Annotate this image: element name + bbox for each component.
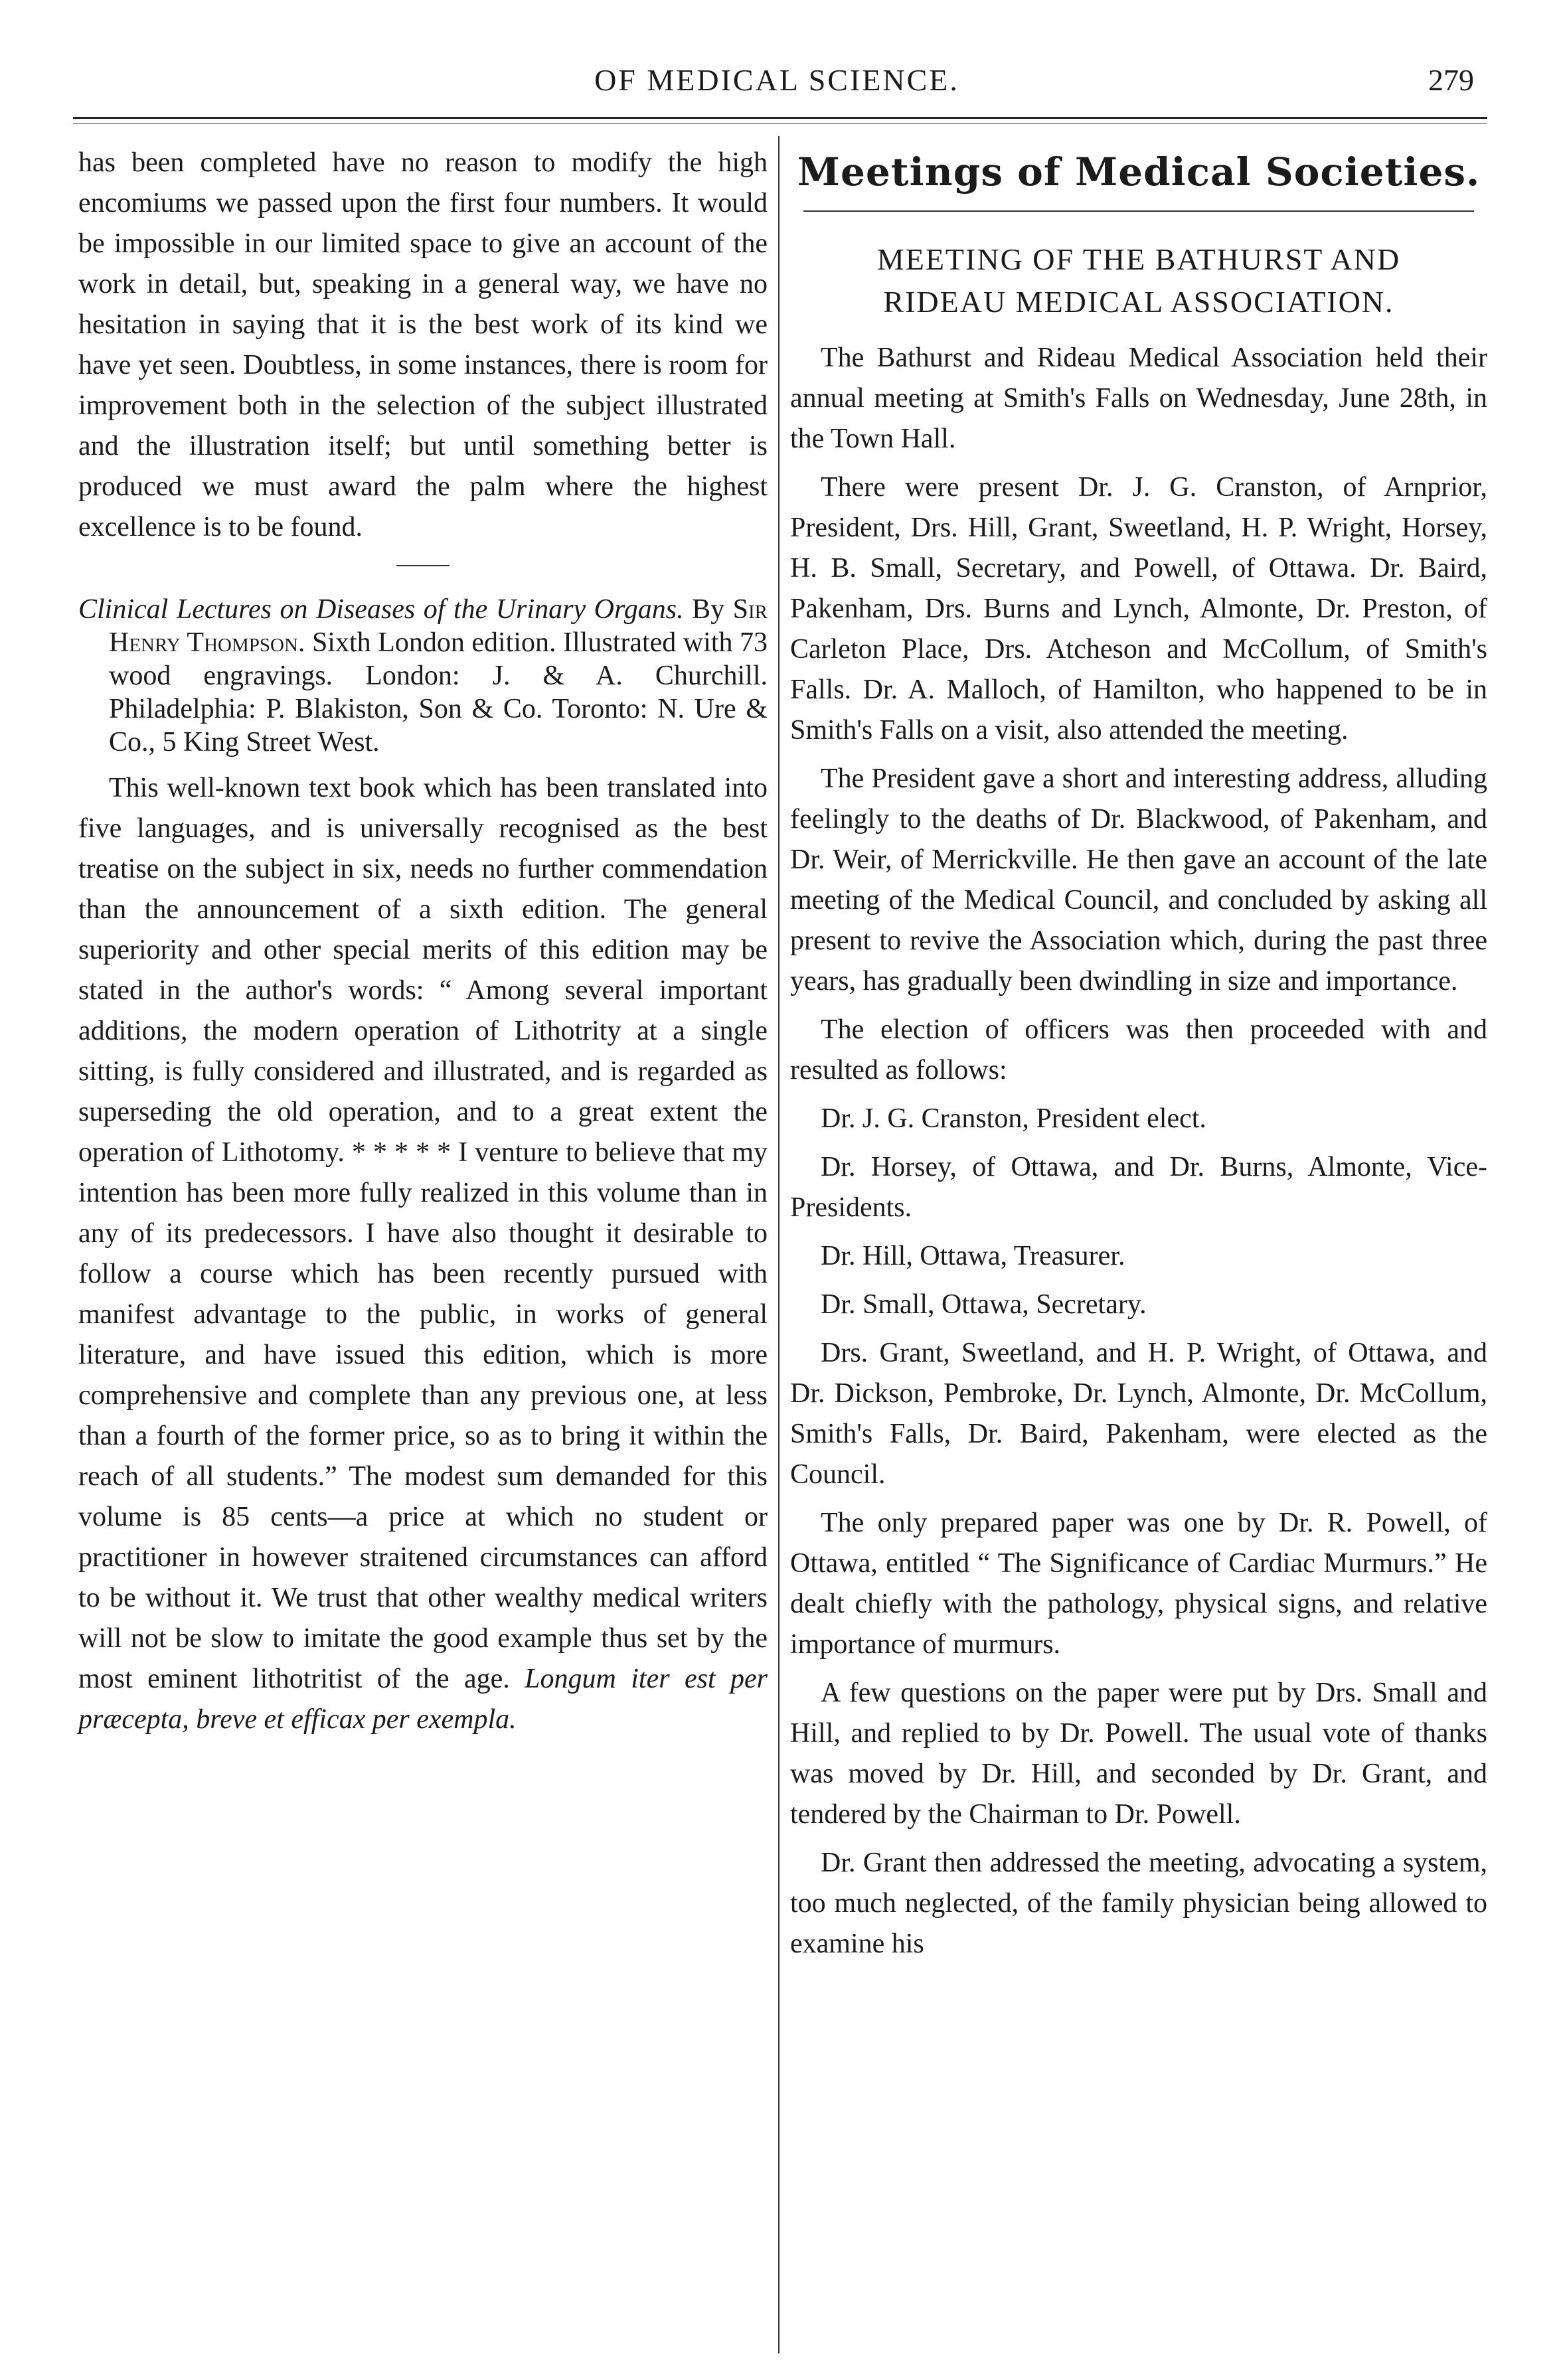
meeting-paragraph-5: The only prepared paper was one by Dr. R. Powell, of Ottawa, entitled “ The Significance of Cardiac Murmurs.” He dealt chiefly with the pathology, physical signs, and relative importance of murmurs. (790, 1508, 1487, 1660)
left-column (78, 143, 768, 1748)
book-review-body (78, 768, 768, 1740)
officer-entry: Drs. Grant, Sweetland, and H. P. Wright, of Ottawa, and Dr. Dickson, Pembroke, Dr. Lynch, Almonte, Dr. McCollum, Smith's Falls, Dr. Baird, Pakenham, were elected as the Council. (790, 1338, 1487, 1490)
meeting-heading-line1: MEETING OF THE BATHURST AND (876, 242, 1401, 276)
book-author: Sir Henry Thompson. (109, 594, 768, 658)
section-title: Meetings of Medical Societies. (797, 149, 1481, 195)
section-separator (396, 565, 450, 566)
book-by: By (692, 594, 725, 625)
header-rule (73, 117, 1487, 119)
page-number: 279 (1428, 63, 1474, 97)
officer-entry: Dr. J. G. Cranston, President elect. (821, 1103, 1206, 1134)
section-title-rule (803, 210, 1474, 212)
meeting-heading-line2: RIDEAU MEDICAL ASSOCIATION. (883, 285, 1394, 319)
running-title: OF MEDICAL SCIENCE. (594, 63, 959, 97)
meeting-paragraph-4: The election of officers was then proceeded with and resulted as follows: (790, 1014, 1487, 1085)
book-review-heading (78, 593, 768, 759)
meeting-paragraph-6: A few questions on the paper were put by Drs. Small and Hill, and replied to by Dr. Powell. The usual vote of thanks was moved by Dr. Hill, and seconded by Dr. Grant, and tendered by the Chairman to Dr. Powell. (790, 1678, 1487, 1830)
latin-quote: Longum iter est per præcepta, breve et efficax per exempla. (78, 1664, 768, 1735)
header-rule-thin (73, 123, 1487, 124)
meeting-paragraph-1: The Bathurst and Rideau Medical Association held their annual meeting at Smith's Falls on Wednesday, June 28th, in the Town Hall. (790, 343, 1487, 454)
review-continuation-paragraph: has been completed have no reason to modify the high encomiums we passed upon the first four numbers. It would be impossible in our limited space to give an account of the work in detail, but, speaking in a general way, we have no hesitation in saying that it is the best work of its kind we have yet seen. Doubtless, in some instances, there is room for improvement both in the selection of the subject illustrated and the illustration itself; but until something better is produced we must award the palm where the highest excellence is to be found. (78, 147, 768, 542)
column-divider (778, 136, 780, 2353)
book-details: Sixth London edition. Illustrated with 73 wood engravings. London: J. & A. Churchill. Philadelphia: P. Blakiston, Son & Co. Toronto: N. Ure & Co., 5 King Street West. (109, 627, 768, 757)
meeting-heading (790, 238, 1487, 323)
right-column (790, 143, 1487, 1972)
book-review-text: This well-known text book which has been translated into five languages, and is universally recognised as the best treatise on the subject in six, needs no further commendation than the announcement of a sixth edition. The general superiority and other special merits of this edition may be stated in the author's words: “ Among several important additions, the modern operation of Lithotrity at a single sitting, is fully considered and illustrated, and is regarded as superseding the old operation, and to a great extent the operation of Lithotomy. * * * * * I venture to believe that my intention has been more fully realized in this volume than in any of its predecessors. I have also thought it desirable to follow a course which has been recently pursued with manifest advantage to the public, in works of general literature, and have issued this edition, which is more comprehensive and complete than any previous one, at less than a fourth of the former price, so as to bring it within the reach of all students.” The modest sum demanded for this volume is 85 cents—a price at which no student or practitioner in however straitened circumstances can afford to be without it. We trust that other wealthy medical writers will not be slow to imitate the good example thus set by the most eminent lithotritist of the age. (78, 773, 768, 1694)
officer-entry: Dr. Horsey, of Ottawa, and Dr. Burns, Almonte, Vice-Presidents. (790, 1152, 1487, 1223)
book-title: Clinical Lectures on Diseases of the Urinary Organs. (78, 594, 684, 625)
officer-entry: Dr. Hill, Ottawa, Treasurer. (821, 1241, 1125, 1271)
officers-list (790, 1099, 1487, 1495)
officer-entry: Dr. Small, Ottawa, Secretary. (821, 1289, 1147, 1320)
running-header (73, 58, 1481, 105)
meeting-paragraph-3: The President gave a short and interesting address, alluding feelingly to the deaths of Dr. Blackwood, of Pakenham, and Dr. Weir, of Merrickville. He then gave an account of the late meeting of the Medical Council, and concluded by asking all present to revive the Association which, during the past three years, has gradually been dwindling in size and importance. (790, 763, 1487, 996)
meeting-paragraph-7: Dr. Grant then addressed the meeting, advocating a system, too much neglected, of the family physician being allowed to examine his (790, 1848, 1487, 1959)
meeting-paragraph-2: There were present Dr. J. G. Cranston, of Arnprior, President, Drs. Hill, Grant, Sweetland, H. P. Wright, Horsey, H. B. Small, Secretary, and Powell, of Ottawa. Dr. Baird, Pakenham, Drs. Burns and Lynch, Almonte, Dr. Preston, of Carleton Place, Drs. Atcheson and McCollum, of Smith's Falls. Dr. A. Malloch, of Hamilton, who happened to be in Smith's Falls on a visit, also attended the meeting. (790, 472, 1487, 746)
